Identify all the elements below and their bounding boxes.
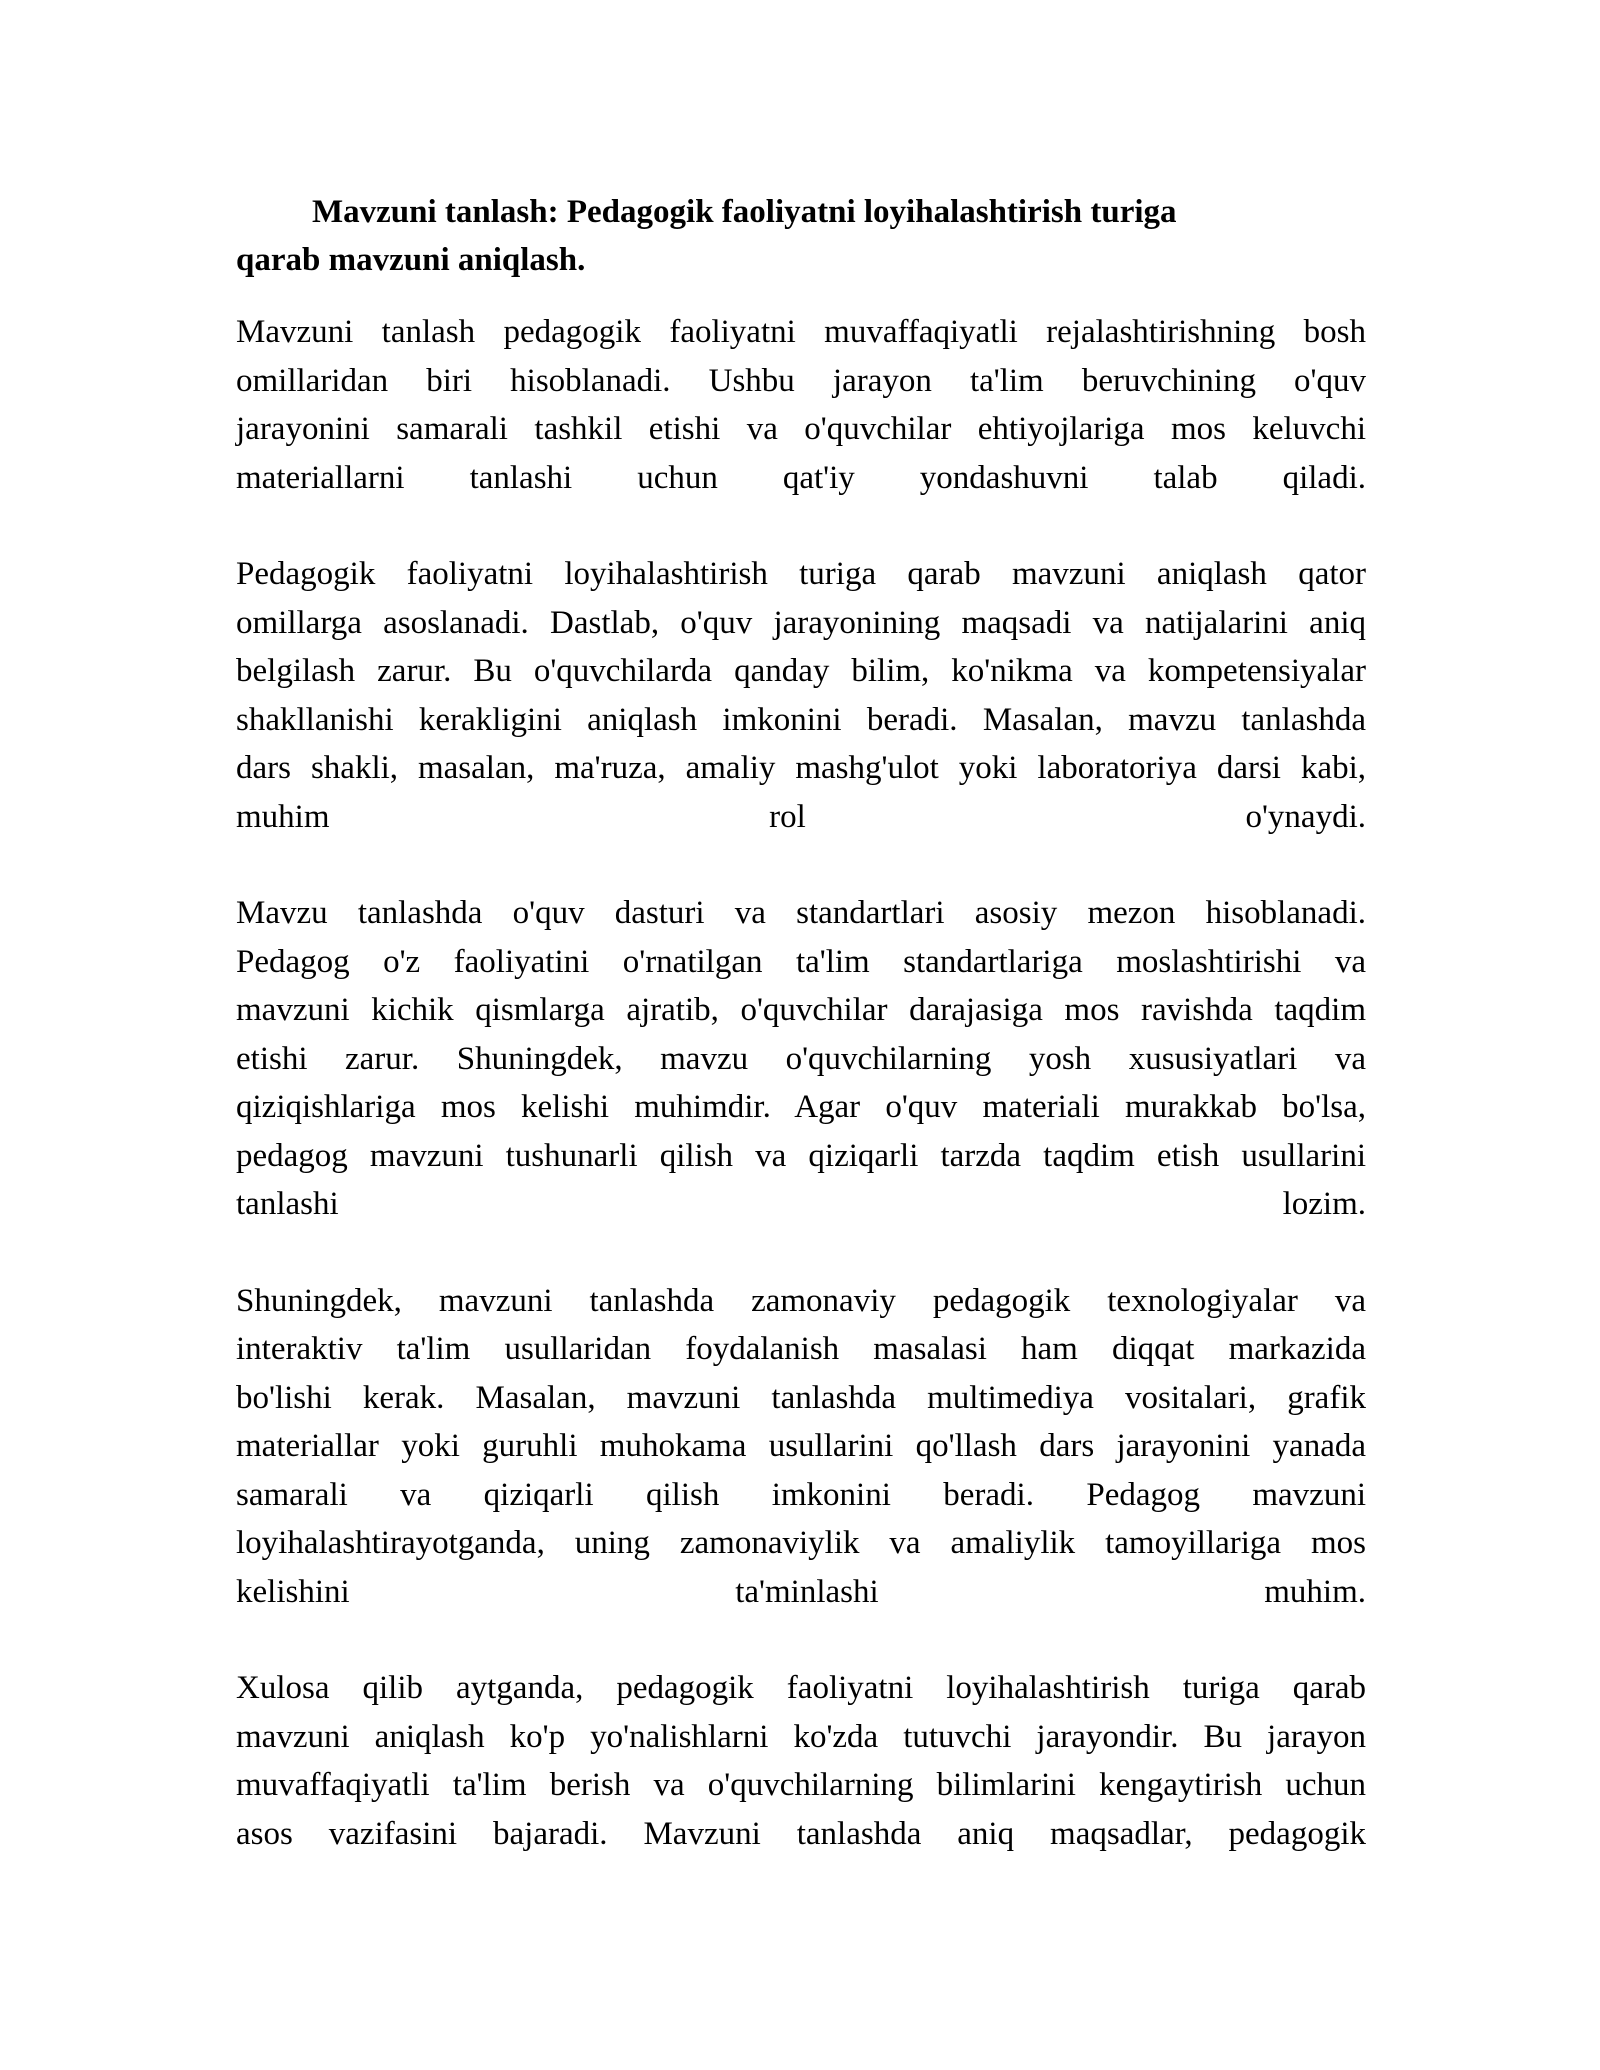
text-line: omillarga asoslanadi. Dastlab, o'quv jarayonining maqsadi va natijalarini aniq: [236, 604, 1366, 641]
text-line: mavzuni kichik qismlarga ajratib, o'quvchilar darajasiga mos ravishda taqdim: [236, 992, 1366, 1028]
text-line: asos vazifasini bajaradi. Mavzuni tanlashda aniq maqsadlar, pedagogik: [236, 1815, 1366, 1852]
text-line: shakllanishi kerakligini aniqlash imkonini beradi. Masalan, mavzu tanlashda: [236, 701, 1366, 738]
paragraph-4: [236, 1277, 1366, 1617]
text-line: dars shakli, masalan, ma'ruza, amaliy mashg'ulot yoki laboratoriya darsi kabi,: [236, 750, 1366, 786]
paragraph-2: [236, 550, 1366, 841]
document-body: [236, 188, 1366, 1906]
title-line: qarab mavzuni aniqlash.: [236, 242, 586, 278]
text-line: Shuningdek, mavzuni tanlashda zamonaviy pedagogik texnologiyalar va: [236, 1282, 1366, 1319]
paragraph-3: [236, 889, 1366, 1229]
text-line: pedagog mavzuni tushunarli qilish va qiziqarli tarzda taqdim etish usullarini: [236, 1137, 1366, 1174]
text-line: mavzuni aniqlash ko'p yo'nalishlarni ko'zda tutuvchi jarayondir. Bu jarayon: [236, 1718, 1366, 1755]
paragraph-5: [236, 1664, 1366, 1858]
text-line: qiziqishlariga mos kelishi muhimdir. Agar o'quv materiali murakkab bo'lsa,: [236, 1089, 1366, 1125]
text-line: kelishini ta'minlashi muhim.: [236, 1573, 1366, 1610]
text-line: omillaridan biri hisoblanadi. Ushbu jarayon ta'lim beruvchining o'quv: [236, 362, 1366, 399]
text-line: materiallarni tanlashi uchun qat'iy yondashuvni talab qiladi.: [236, 459, 1366, 496]
text-line: materiallar yoki guruhli muhokama usullarini qo'llash dars jarayonini yanada: [236, 1428, 1366, 1464]
text-line: Xulosa qilib aytganda, pedagogik faoliyatni loyihalashtirish turiga qarab: [236, 1670, 1366, 1706]
text-line: bo'lishi kerak. Masalan, mavzuni tanlashda multimediya vositalari, grafik: [236, 1379, 1366, 1416]
text-line: Pedagogik faoliyatni loyihalashtirish turiga qarab mavzuni aniqlash qator: [236, 556, 1366, 592]
text-line: etishi zarur. Shuningdek, mavzu o'quvchilarning yosh xususiyatlari va: [236, 1040, 1366, 1077]
title-line: Mavzuni tanlash: Pedagogik faoliyatni loyihalashtirish turiga: [312, 194, 1177, 230]
text-line: belgilash zarur. Bu o'quvchilarda qanday bilim, ko'nikma va kompetensiyalar: [236, 653, 1366, 689]
text-line: Mavzuni tanlash pedagogik faoliyatni muvaffaqiyatli rejalashtirishning bosh: [236, 314, 1366, 350]
text-line: muvaffaqiyatli ta'lim berish va o'quvchilarning bilimlarini kengaytirish uchun: [236, 1767, 1366, 1803]
text-line: muhim rol o'ynaydi.: [236, 798, 1366, 835]
text-line: loyihalashtirayotganda, uning zamonaviylik va amaliylik tamoyillariga mos: [236, 1525, 1366, 1561]
document-title: [236, 188, 1366, 284]
text-line: Pedagog o'z faoliyatini o'rnatilgan ta'lim standartlariga moslashtirishi va: [236, 943, 1366, 980]
text-line: tanlashi lozim.: [236, 1186, 1366, 1222]
text-line: jarayonini samarali tashkil etishi va o'quvchilar ehtiyojlariga mos keluvchi: [236, 411, 1366, 447]
paragraph-1: [236, 308, 1366, 502]
text-line: samarali va qiziqarli qilish imkonini beradi. Pedagog mavzuni: [236, 1476, 1366, 1513]
text-line: Mavzu tanlashda o'quv dasturi va standartlari asosiy mezon hisoblanadi.: [236, 895, 1366, 931]
text-line: interaktiv ta'lim usullaridan foydalanish masalasi ham diqqat markazida: [236, 1331, 1366, 1367]
